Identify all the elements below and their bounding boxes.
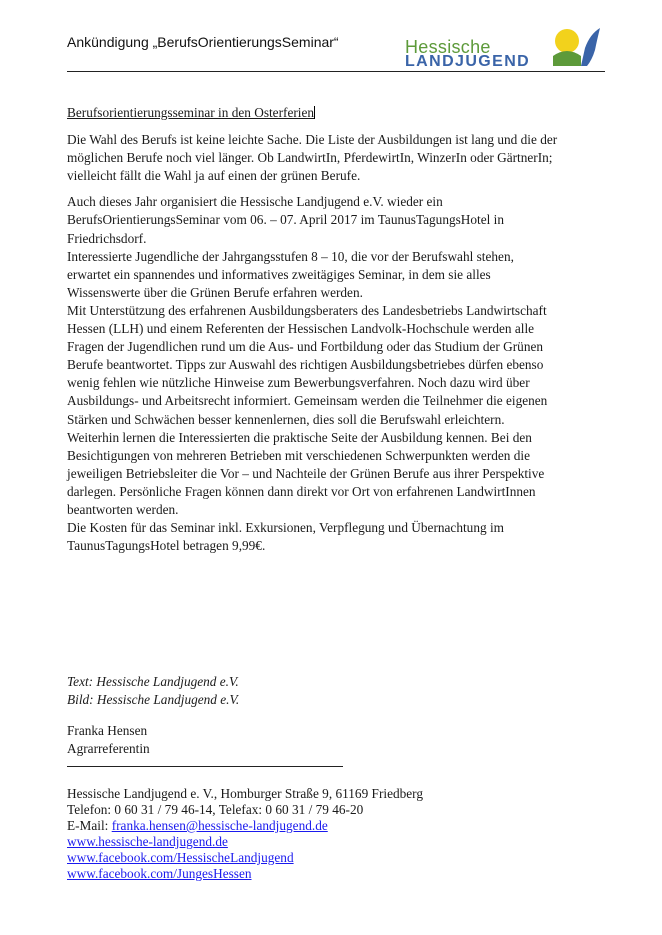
intro-line: vielleicht fällt die Wahl ja auf einen der grünen Berufe.: [67, 168, 361, 184]
document-title: Ankündigung „BerufsOrientierungsSeminar“: [67, 34, 339, 50]
contact-footer: [67, 786, 423, 882]
landjugend-logo: [405, 26, 605, 70]
body-line: Friedrichsdorf.: [67, 230, 147, 246]
body-line: Weiterhin lernen die Interessierten die praktische Seite der Ausbildung kennen. Bei den: [67, 429, 532, 445]
page-header: [67, 26, 605, 74]
logo-text-landjugend: LANDJUGEND: [405, 53, 531, 70]
text-cursor: [314, 106, 315, 119]
footer-phone: Telefon: 0 60 31 / 79 46-14, Telefax: 0 60 31 / 79 46-20: [67, 802, 364, 817]
body-line: Stärken und Schwächen besser kennenlernen, dies soll die Berufswahl erleichtern.: [67, 411, 505, 427]
text-credit: Text: Hessische Landjugend e.V.: [67, 674, 239, 689]
image-credit: Bild: Hessische Landjugend e.V.: [67, 692, 240, 707]
intro-paragraph: [67, 131, 607, 185]
website-link[interactable]: www.hessische-landjugend.de: [67, 834, 228, 849]
facebook-landjugend-link[interactable]: www.facebook.com/HessischeLandjugend: [67, 850, 294, 865]
signature-block: [67, 722, 150, 758]
body-line: Wissenswerte über die Grünen Berufe erfahren werden.: [67, 284, 363, 300]
header-divider: [67, 71, 605, 72]
body-paragraph: [67, 193, 607, 555]
intro-line: möglichen Berufe noch viel länger. Ob LandwirtIn, PferdewirtIn, WinzerIn oder GärtnerIn;: [67, 150, 553, 166]
facebook-jungeshessen-link[interactable]: www.facebook.com/JungesHessen: [67, 866, 252, 881]
body-line: Auch dieses Jahr organisiert die Hessische Landjugend e.V. wieder ein: [67, 194, 443, 210]
body-line: Besichtigungen von mehreren Betrieben mit verschiedenen Schwerpunkten werden die: [67, 447, 531, 463]
footer-email-label: E-Mail:: [67, 818, 112, 833]
body-line: Hessen (LLH) und einem Referenten der Hessischen Landvolk-Hochschule werden alle: [67, 321, 535, 337]
logo-emblem-icon: [545, 26, 605, 70]
body-line: wenig fehlen wie nützliche Hinweise zum Bewerbungsverfahren. Noch dazu wird über: [67, 375, 530, 391]
footer-address: Hessische Landjugend e. V., Homburger Straße 9, 61169 Friedberg: [67, 786, 424, 801]
signature-divider: [67, 766, 343, 767]
body-line: BerufsOrientierungsSeminar vom 06. – 07. April 2017 im TaunusTagungsHotel in: [67, 212, 505, 228]
footer-link-line: [67, 866, 423, 882]
email-link[interactable]: franka.hensen@hessische-landjugend.de: [111, 818, 328, 833]
body-line: Ausbildungs- und Arbeitsrecht informiert. Gemeinsam werden die Teilnehmer die eigenen: [67, 393, 548, 409]
body-line: darlegen. Persönliche Fragen können dann direkt vor Ort von erfahrenen LandwirtInnen: [67, 483, 536, 499]
signature-role: Agrarreferentin: [67, 741, 150, 756]
body-line: Fragen der Jugendlichen rund um die Aus- und Fortbildung oder das Studium der Grünen: [67, 339, 544, 355]
article-heading: Berufsorientierungsseminar in den Osterferien: [67, 105, 315, 120]
footer-email-line: [67, 818, 423, 834]
body-line: Mit Unterstützung des erfahrenen Ausbildungsberaters des Landesbetriebs Landwirtschaft: [67, 302, 547, 318]
article: [67, 104, 607, 563]
intro-line: Die Wahl des Berufs ist keine leichte Sache. Die Liste der Ausbildungen ist lang und die der: [67, 132, 558, 148]
body-line: Berufe beantwortet. Tipps zur Auswahl des richtigen Ausbildungsbetriebes dürfen ebenso: [67, 357, 544, 373]
signature-name: Franka Hensen: [67, 723, 148, 738]
body-line: erwartet ein spannendes und informatives zweitägiges Seminar, in dem sie alles: [67, 266, 491, 282]
footer-link-line: [67, 850, 423, 866]
body-line: Die Kosten für das Seminar inkl. Exkursionen, Verpflegung und Übernachtung im: [67, 520, 504, 536]
footer-link-line: [67, 834, 423, 850]
logo-text-hessische: Hessische: [405, 37, 491, 57]
body-line: jeweiligen Betriebsleiter die Vor – und Nachteile der Grünen Berufe aus ihrer Perspektive: [67, 465, 545, 481]
body-line: TaunusTagungsHotel betragen 9,99€.: [67, 538, 266, 554]
body-line: beantworten werden.: [67, 501, 179, 517]
credits: [67, 673, 239, 709]
body-line: Interessierte Jugendliche der Jahrgangsstufen 8 – 10, die vor der Berufswahl stehen,: [67, 248, 514, 264]
